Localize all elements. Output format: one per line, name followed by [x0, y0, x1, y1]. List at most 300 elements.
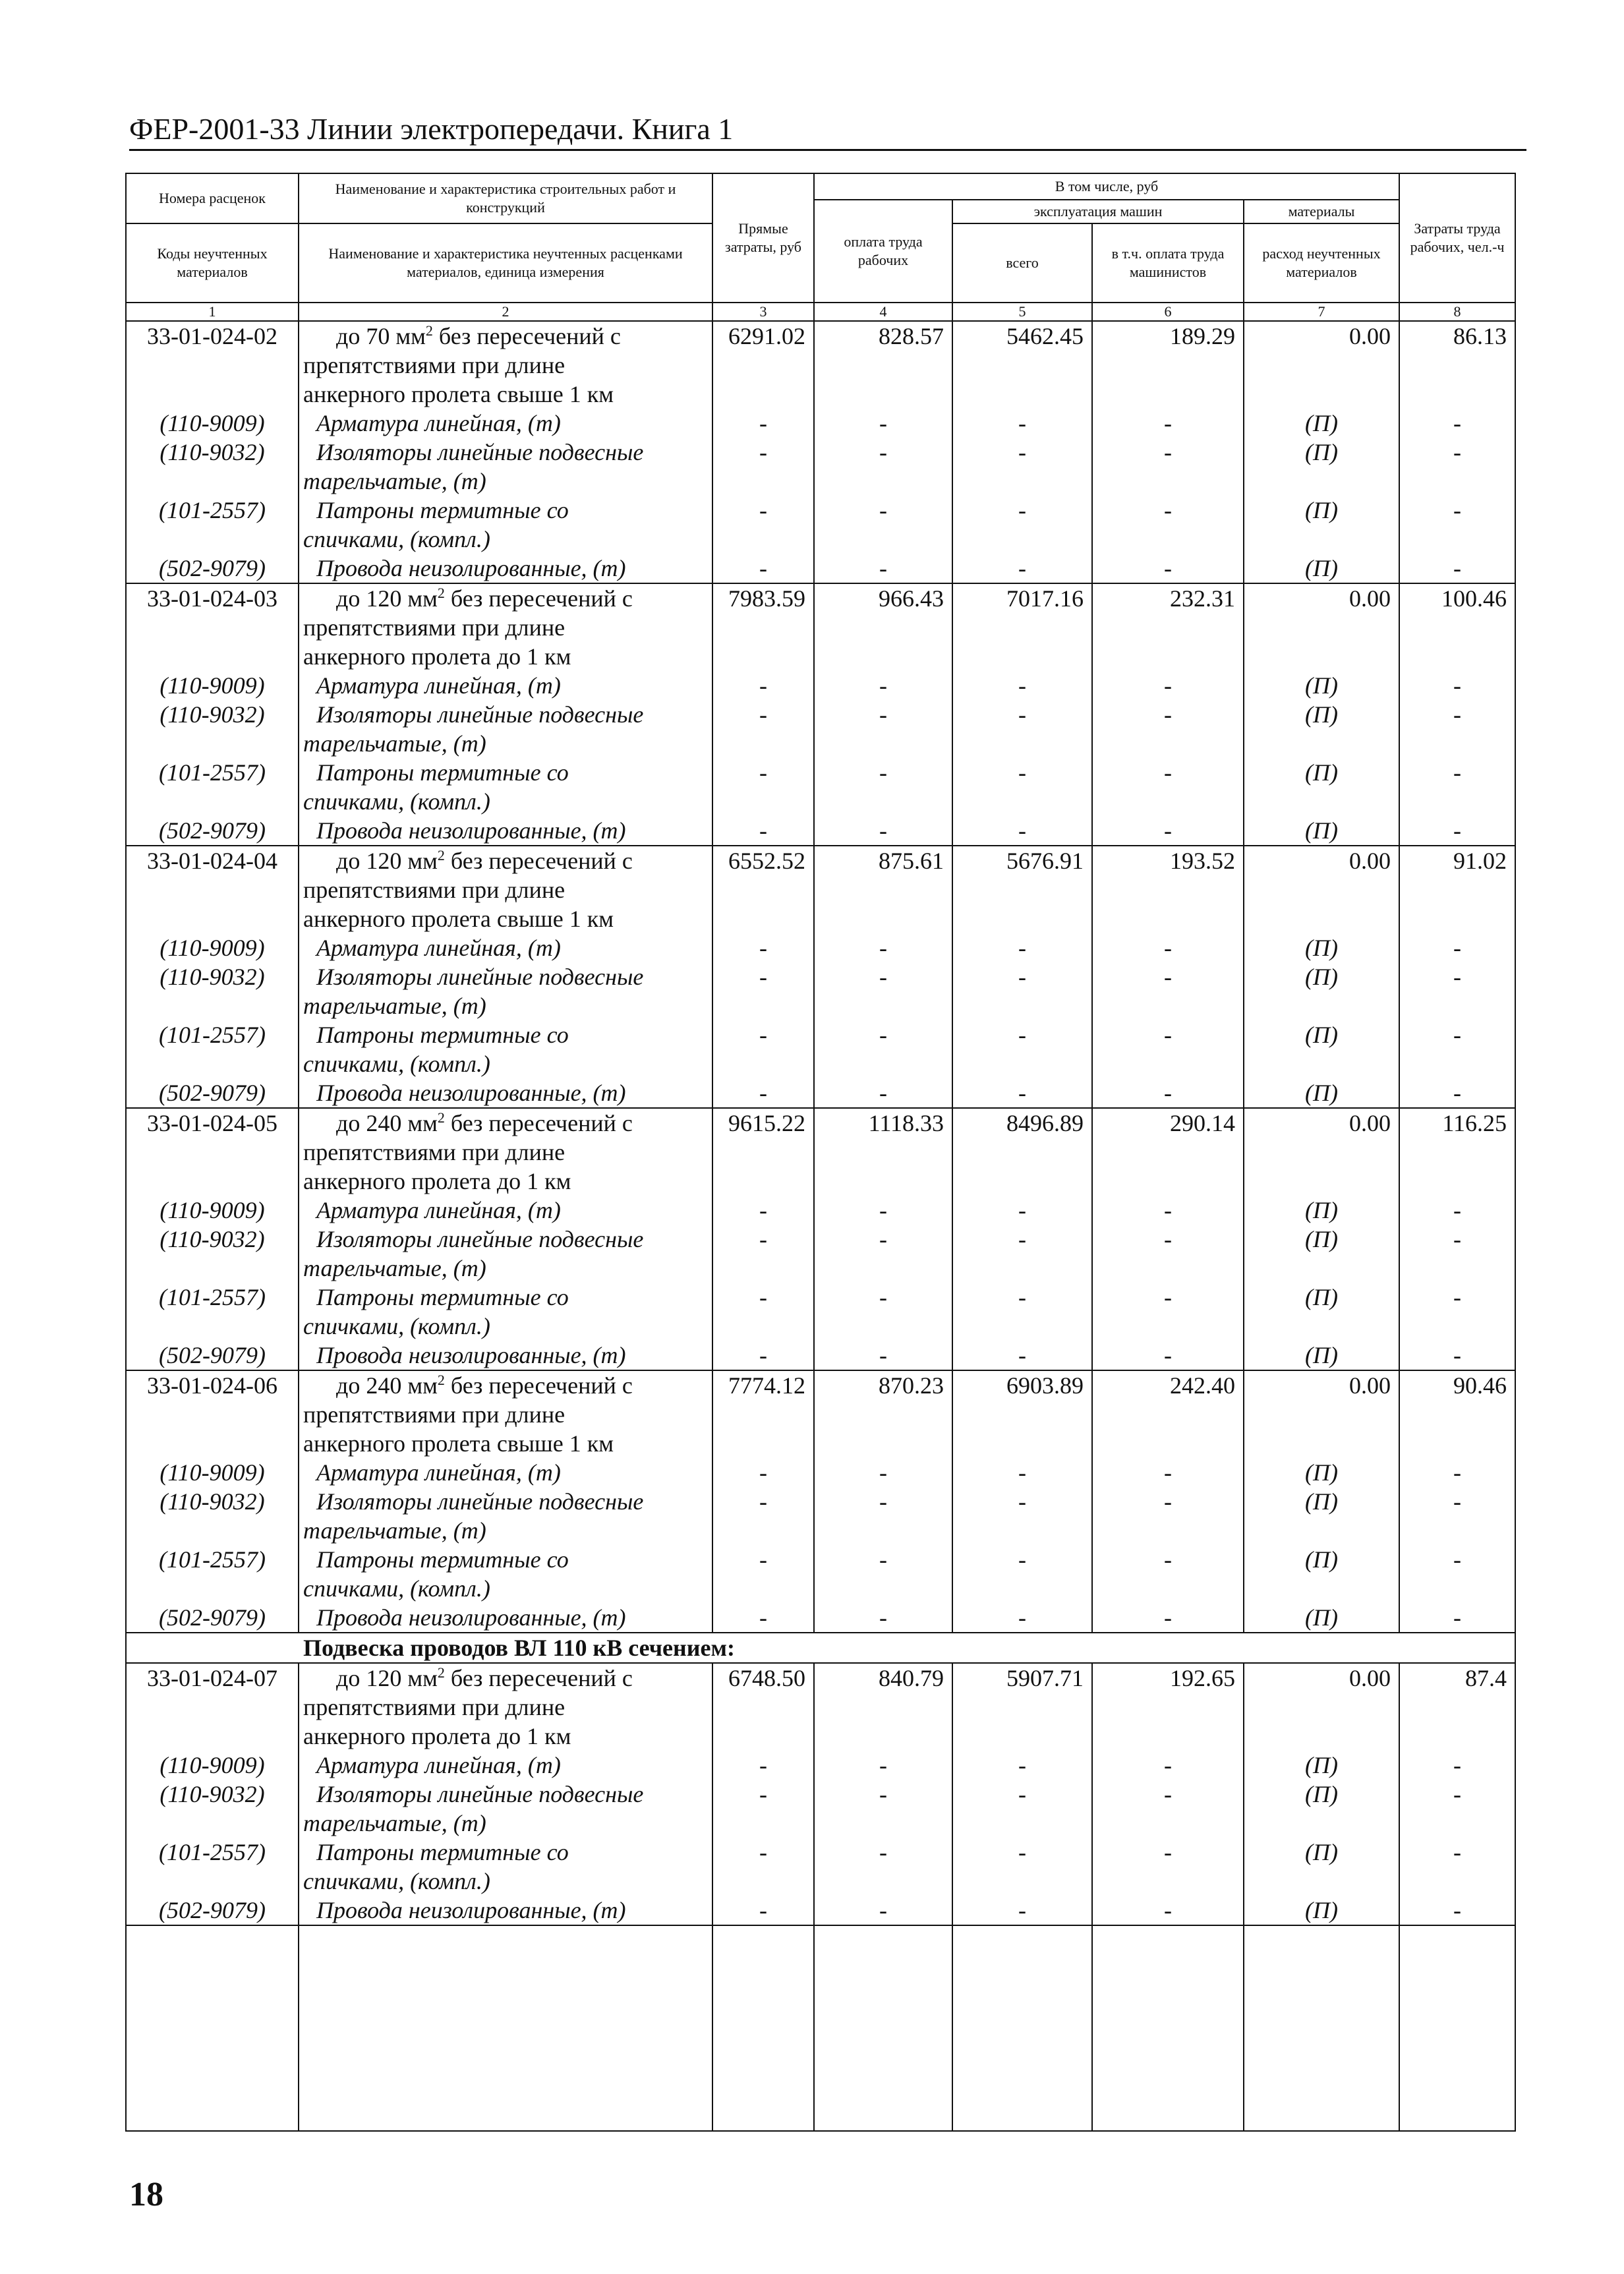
material-name-line: тарельчатые, (т): [303, 730, 486, 757]
dash-cell: -: [712, 1780, 814, 1838]
empty-cell: [1244, 1925, 1399, 2131]
dash-cell: -: [1399, 409, 1515, 438]
material-name-line: Арматура линейная, (т): [316, 935, 561, 961]
dash-cell: -: [952, 1458, 1092, 1487]
material-mark: (П): [1244, 496, 1399, 554]
material-mark: (П): [1244, 1896, 1399, 1925]
section-heading-text: Подвеска проводов ВЛ 110 кВ сечением:: [303, 1635, 735, 1661]
material-name-line: тарельчатые, (т): [303, 468, 486, 494]
material-row: [126, 1603, 1515, 1633]
header-machines-total: всего: [952, 223, 1092, 303]
material-name-line: Провода неизолированные, (т): [316, 1897, 626, 1923]
material-code: (110-9009): [126, 1196, 299, 1225]
rate-value-c5: 7017.16: [952, 583, 1092, 671]
square-superscript: 2: [437, 1664, 445, 1681]
square-superscript: 2: [437, 1372, 445, 1388]
rate-value-c7: 0.00: [1244, 1108, 1399, 1196]
dash-cell: -: [712, 1078, 814, 1108]
material-mark: (П): [1244, 1341, 1399, 1370]
material-row: [126, 671, 1515, 700]
material-name-line: Патроны термитные со: [316, 497, 569, 523]
material-code: (101-2557): [126, 758, 299, 816]
dash-cell: -: [952, 1283, 1092, 1341]
rate-description-line: препятствиями при длине: [303, 352, 566, 378]
rate-value-c4: 870.23: [814, 1370, 952, 1458]
rates-table: [125, 173, 1516, 2132]
rate-row: [126, 321, 1515, 409]
dash-cell: -: [814, 554, 952, 583]
dash-cell: -: [712, 1838, 814, 1896]
rate-code: 33-01-024-07: [126, 1663, 299, 1751]
rate-description-line: анкерного пролета до 1 км: [303, 1168, 571, 1194]
rate-cross-section: до 120 мм: [336, 585, 438, 612]
dash-cell: -: [712, 1196, 814, 1225]
dash-cell: -: [1092, 700, 1244, 758]
dash-cell: -: [1399, 496, 1515, 554]
dash-cell: -: [1399, 1458, 1515, 1487]
material-code: (101-2557): [126, 1545, 299, 1603]
material-name: [299, 438, 712, 496]
dash-cell: -: [814, 1020, 952, 1078]
page-title: ФЕР-2001-33 Линии электропередачи. Книга 1: [129, 111, 1526, 151]
material-row: [126, 1751, 1515, 1780]
dash-cell: -: [1399, 1020, 1515, 1078]
rate-condition: без пересечений с: [444, 585, 633, 612]
header-material-codes: Коды неучтенных материалов: [126, 223, 299, 303]
material-mark: (П): [1244, 1225, 1399, 1283]
rate-cross-section: до 120 мм: [336, 848, 438, 874]
header-unaccounted-materials: расход неучтенных материалов: [1244, 223, 1399, 303]
dash-cell: -: [814, 1225, 952, 1283]
rate-row: [126, 1108, 1515, 1196]
dash-cell: -: [952, 962, 1092, 1020]
rate-value-c8: 90.46: [1399, 1370, 1515, 1458]
empty-cell: [126, 1925, 299, 2131]
dash-cell: -: [814, 1196, 952, 1225]
rate-description-line: анкерного пролета до 1 км: [303, 643, 571, 670]
empty-cell: [1092, 1925, 1244, 2131]
dash-cell: -: [814, 1896, 952, 1925]
rate-value-c7: 0.00: [1244, 583, 1399, 671]
material-name: [299, 1603, 712, 1633]
material-mark: (П): [1244, 1196, 1399, 1225]
dash-cell: -: [1399, 671, 1515, 700]
rate-description-line: анкерного пролета до 1 км: [303, 1723, 571, 1749]
header-work-name: Наименование и характеристика строительных работ и конструкций: [299, 173, 712, 223]
rate-value-c4: 966.43: [814, 583, 952, 671]
rate-description-line: [303, 1664, 708, 1693]
material-row: [126, 758, 1515, 816]
rate-description-line: анкерного пролета свыше 1 км: [303, 1430, 614, 1457]
rate-description-line: препятствиями при длине: [303, 1401, 566, 1428]
dash-cell: -: [1092, 758, 1244, 816]
material-name: [299, 962, 712, 1020]
dash-cell: -: [1092, 1341, 1244, 1370]
col-number: 8: [1399, 303, 1515, 321]
dash-cell: -: [814, 1603, 952, 1633]
material-name-line: Изоляторы линейные подвесные: [316, 439, 644, 465]
dash-cell: -: [1092, 1458, 1244, 1487]
dash-cell: -: [1399, 438, 1515, 496]
material-code: (101-2557): [126, 1283, 299, 1341]
dash-cell: -: [712, 933, 814, 962]
rate-value-c3: 9615.22: [712, 1108, 814, 1196]
material-code: (101-2557): [126, 1838, 299, 1896]
dash-cell: -: [1092, 816, 1244, 846]
dash-cell: -: [814, 1283, 952, 1341]
material-name: [299, 758, 712, 816]
material-name: [299, 554, 712, 583]
header-materials: материалы: [1244, 200, 1399, 223]
material-row: [126, 1196, 1515, 1225]
rate-code: 33-01-024-04: [126, 846, 299, 933]
material-code: (110-9009): [126, 1751, 299, 1780]
material-name-line: Арматура линейная, (т): [316, 410, 561, 436]
dash-cell: -: [814, 438, 952, 496]
dash-cell: -: [712, 758, 814, 816]
material-mark: (П): [1244, 1078, 1399, 1108]
rate-value-c6: 192.65: [1092, 1663, 1244, 1751]
material-code: (110-9009): [126, 671, 299, 700]
dash-cell: -: [814, 1545, 952, 1603]
material-row: [126, 933, 1515, 962]
rate-description-line: [303, 584, 708, 613]
dash-cell: -: [814, 962, 952, 1020]
dash-cell: -: [712, 1020, 814, 1078]
dash-cell: -: [952, 1196, 1092, 1225]
material-mark: (П): [1244, 1545, 1399, 1603]
material-name: [299, 1780, 712, 1838]
dash-cell: -: [712, 962, 814, 1020]
material-mark: (П): [1244, 758, 1399, 816]
dash-cell: -: [1399, 758, 1515, 816]
material-name-line: тарельчатые, (т): [303, 1810, 486, 1836]
material-name-line: Изоляторы линейные подвесные: [316, 1488, 644, 1515]
material-mark: (П): [1244, 1838, 1399, 1896]
empty-cell: [1399, 1925, 1515, 2131]
empty-cell: [952, 1925, 1092, 2131]
rate-value-c8: 100.46: [1399, 583, 1515, 671]
material-row: [126, 1780, 1515, 1838]
dash-cell: -: [952, 1780, 1092, 1838]
rate-row: [126, 1663, 1515, 1751]
material-mark: (П): [1244, 1780, 1399, 1838]
material-name-line: Патроны термитные со: [316, 1284, 569, 1310]
rate-code: 33-01-024-05: [126, 1108, 299, 1196]
dash-cell: -: [1399, 700, 1515, 758]
material-row: [126, 554, 1515, 583]
material-row: [126, 438, 1515, 496]
material-name-line: Патроны термитные со: [316, 1022, 569, 1048]
material-code: (110-9032): [126, 700, 299, 758]
material-mark: (П): [1244, 933, 1399, 962]
dash-cell: -: [814, 1458, 952, 1487]
material-name: [299, 1545, 712, 1603]
material-name-line: спичками, (компл.): [303, 788, 490, 815]
dash-cell: -: [712, 1896, 814, 1925]
material-code: (502-9079): [126, 816, 299, 846]
dash-cell: -: [1399, 1225, 1515, 1283]
col-number: 3: [712, 303, 814, 321]
section-heading-row: [126, 1633, 1515, 1663]
dash-cell: -: [952, 671, 1092, 700]
material-mark: (П): [1244, 554, 1399, 583]
material-name: [299, 1341, 712, 1370]
dash-cell: -: [712, 1545, 814, 1603]
dash-cell: -: [952, 1487, 1092, 1545]
material-mark: (П): [1244, 1020, 1399, 1078]
rate-description-line: препятствиями при длине: [303, 877, 566, 903]
col-number: 1: [126, 303, 299, 321]
dash-cell: -: [712, 1458, 814, 1487]
page-number: 18: [129, 2176, 163, 2213]
rate-description-line: препятствиями при длине: [303, 1139, 566, 1165]
material-mark: (П): [1244, 962, 1399, 1020]
material-name: [299, 1283, 712, 1341]
header-including: В том числе, руб: [814, 173, 1399, 200]
dash-cell: -: [1092, 933, 1244, 962]
col-number: 6: [1092, 303, 1244, 321]
dash-cell: -: [952, 1341, 1092, 1370]
dash-cell: -: [712, 554, 814, 583]
rate-description-line: препятствиями при длине: [303, 1694, 566, 1720]
material-name-line: Провода неизолированные, (т): [316, 1604, 626, 1631]
material-code: (101-2557): [126, 496, 299, 554]
rates-table-body: [126, 321, 1515, 2131]
dash-cell: -: [952, 1603, 1092, 1633]
material-code: (110-9009): [126, 409, 299, 438]
rate-value-c7: 0.00: [1244, 1370, 1399, 1458]
dash-cell: -: [952, 933, 1092, 962]
square-superscript: 2: [425, 322, 433, 339]
material-mark: (П): [1244, 1458, 1399, 1487]
rate-value-c4: 828.57: [814, 321, 952, 409]
dash-cell: -: [712, 496, 814, 554]
dash-cell: -: [1092, 496, 1244, 554]
rate-value-c3: 6552.52: [712, 846, 814, 933]
material-row: [126, 1896, 1515, 1925]
dash-cell: -: [1399, 1487, 1515, 1545]
material-name-line: Арматура линейная, (т): [316, 1752, 561, 1778]
rate-value-c5: 5676.91: [952, 846, 1092, 933]
rate-description: [299, 1108, 712, 1196]
rate-value-c8: 86.13: [1399, 321, 1515, 409]
dash-cell: -: [814, 671, 952, 700]
dash-cell: -: [1092, 1603, 1244, 1633]
material-name: [299, 496, 712, 554]
rate-description-line: анкерного пролета свыше 1 км: [303, 906, 614, 932]
rate-description: [299, 1663, 712, 1751]
rate-value-c4: 840.79: [814, 1663, 952, 1751]
material-name-line: Изоляторы линейные подвесные: [316, 1226, 644, 1252]
rate-value-c3: 6748.50: [712, 1663, 814, 1751]
rate-description-line: анкерного пролета свыше 1 км: [303, 381, 614, 407]
square-superscript: 2: [437, 1109, 445, 1126]
material-name-line: Изоляторы линейные подвесные: [316, 964, 644, 990]
dash-cell: -: [1399, 1545, 1515, 1603]
material-name: [299, 1458, 712, 1487]
dash-cell: -: [1092, 1020, 1244, 1078]
dash-cell: -: [952, 496, 1092, 554]
rate-cross-section: до 240 мм: [336, 1372, 438, 1399]
dash-cell: -: [814, 816, 952, 846]
rate-row: [126, 1370, 1515, 1458]
dash-cell: -: [1092, 409, 1244, 438]
empty-cell: [299, 1925, 712, 2131]
dash-cell: -: [952, 1225, 1092, 1283]
material-code: (110-9032): [126, 962, 299, 1020]
material-code: (502-9079): [126, 1603, 299, 1633]
dash-cell: -: [952, 816, 1092, 846]
material-name-line: Провода неизолированные, (т): [316, 817, 626, 844]
dash-cell: -: [952, 758, 1092, 816]
material-name: [299, 1020, 712, 1078]
material-name-line: Патроны термитные со: [316, 759, 569, 786]
rate-cross-section: до 240 мм: [336, 1110, 438, 1136]
material-name-line: спичками, (компл.): [303, 1051, 490, 1077]
material-mark: (П): [1244, 1487, 1399, 1545]
material-name-line: тарельчатые, (т): [303, 1517, 486, 1544]
rate-row: [126, 583, 1515, 671]
dash-cell: -: [1092, 1751, 1244, 1780]
rates-table-wrapper: [125, 173, 1515, 2132]
rate-condition: без пересечений с: [444, 1372, 633, 1399]
dash-cell: -: [1399, 1838, 1515, 1896]
material-mark: (П): [1244, 816, 1399, 846]
rate-value-c6: 242.40: [1092, 1370, 1244, 1458]
rate-value-c6: 193.52: [1092, 846, 1244, 933]
material-row: [126, 1341, 1515, 1370]
dash-cell: -: [1399, 1196, 1515, 1225]
rate-value-c5: 8496.89: [952, 1108, 1092, 1196]
rate-description: [299, 321, 712, 409]
rate-value-c3: 7774.12: [712, 1370, 814, 1458]
dash-cell: -: [814, 1751, 952, 1780]
dash-cell: -: [952, 1751, 1092, 1780]
rate-description: [299, 1370, 712, 1458]
rate-code: 33-01-024-03: [126, 583, 299, 671]
dash-cell: -: [1092, 962, 1244, 1020]
material-code: (502-9079): [126, 554, 299, 583]
col-number: 4: [814, 303, 952, 321]
rate-value-c7: 0.00: [1244, 1663, 1399, 1751]
section-heading: [126, 1633, 1515, 1663]
header-worker-pay: оплата труда рабочих: [814, 200, 952, 303]
dash-cell: -: [1092, 1545, 1244, 1603]
dash-cell: -: [952, 438, 1092, 496]
dash-cell: -: [1399, 554, 1515, 583]
material-row: [126, 1458, 1515, 1487]
header-machinist-pay: в т.ч. оплата труда машинистов: [1092, 223, 1244, 303]
dash-cell: -: [814, 409, 952, 438]
rate-value-c7: 0.00: [1244, 321, 1399, 409]
dash-cell: -: [952, 409, 1092, 438]
material-row: [126, 1078, 1515, 1108]
material-name-line: Арматура линейная, (т): [316, 1459, 561, 1486]
material-name-line: Провода неизолированные, (т): [316, 1342, 626, 1368]
rate-condition: без пересечений с: [444, 848, 633, 874]
dash-cell: -: [712, 1751, 814, 1780]
dash-cell: -: [1092, 1838, 1244, 1896]
rate-cross-section: до 120 мм: [336, 1665, 438, 1691]
material-name-line: Арматура линейная, (т): [316, 672, 561, 699]
material-code: (502-9079): [126, 1341, 299, 1370]
material-name-line: тарельчатые, (т): [303, 1255, 486, 1281]
dash-cell: -: [1399, 1283, 1515, 1341]
rate-description-line: [303, 1109, 708, 1138]
material-mark: (П): [1244, 671, 1399, 700]
rate-description: [299, 583, 712, 671]
dash-cell: -: [814, 1078, 952, 1108]
material-mark: (П): [1244, 1603, 1399, 1633]
material-code: (110-9032): [126, 1487, 299, 1545]
dash-cell: -: [712, 816, 814, 846]
dash-cell: -: [814, 758, 952, 816]
material-name-line: спичками, (компл.): [303, 526, 490, 552]
dash-cell: -: [952, 1020, 1092, 1078]
rate-value-c6: 189.29: [1092, 321, 1244, 409]
material-name: [299, 1896, 712, 1925]
material-name: [299, 1225, 712, 1283]
dash-cell: -: [952, 1838, 1092, 1896]
material-code: (110-9032): [126, 1225, 299, 1283]
dash-cell: -: [814, 933, 952, 962]
material-mark: (П): [1244, 409, 1399, 438]
rate-description-line: [303, 322, 708, 351]
material-name: [299, 816, 712, 846]
dash-cell: -: [1092, 554, 1244, 583]
header-direct-costs: Прямые затраты, руб: [712, 173, 814, 303]
rate-value-c5: 5907.71: [952, 1663, 1092, 1751]
material-name-line: спичками, (компл.): [303, 1575, 490, 1602]
dash-cell: -: [952, 554, 1092, 583]
material-mark: (П): [1244, 700, 1399, 758]
material-name-line: спичками, (компл.): [303, 1868, 490, 1894]
rate-value-c7: 0.00: [1244, 846, 1399, 933]
dash-cell: -: [1092, 671, 1244, 700]
col-number: 7: [1244, 303, 1399, 321]
material-name: [299, 1196, 712, 1225]
dash-cell: -: [814, 1487, 952, 1545]
material-code: (101-2557): [126, 1020, 299, 1078]
dash-cell: -: [1399, 1603, 1515, 1633]
dash-cell: -: [1399, 1896, 1515, 1925]
dash-cell: -: [952, 700, 1092, 758]
material-name: [299, 1751, 712, 1780]
dash-cell: -: [1092, 438, 1244, 496]
dash-cell: -: [712, 1341, 814, 1370]
material-name: [299, 933, 712, 962]
material-name: [299, 409, 712, 438]
header-rate-number: Номера расценок: [126, 173, 299, 223]
rate-value-c8: 91.02: [1399, 846, 1515, 933]
rate-row: [126, 846, 1515, 933]
rate-value-c8: 116.25: [1399, 1108, 1515, 1196]
material-row: [126, 1487, 1515, 1545]
rate-code: 33-01-024-02: [126, 321, 299, 409]
material-name: [299, 1838, 712, 1896]
material-row: [126, 1020, 1515, 1078]
table-filler-row: [126, 1925, 1515, 2131]
rate-value-c5: 6903.89: [952, 1370, 1092, 1458]
dash-cell: -: [712, 1225, 814, 1283]
header-labor-costs: Затраты труда рабочих, чел.-ч: [1399, 173, 1515, 303]
material-mark: (П): [1244, 1283, 1399, 1341]
dash-cell: -: [814, 700, 952, 758]
material-row: [126, 700, 1515, 758]
rate-condition: без пересечений с: [444, 1110, 633, 1136]
material-code: (502-9079): [126, 1078, 299, 1108]
